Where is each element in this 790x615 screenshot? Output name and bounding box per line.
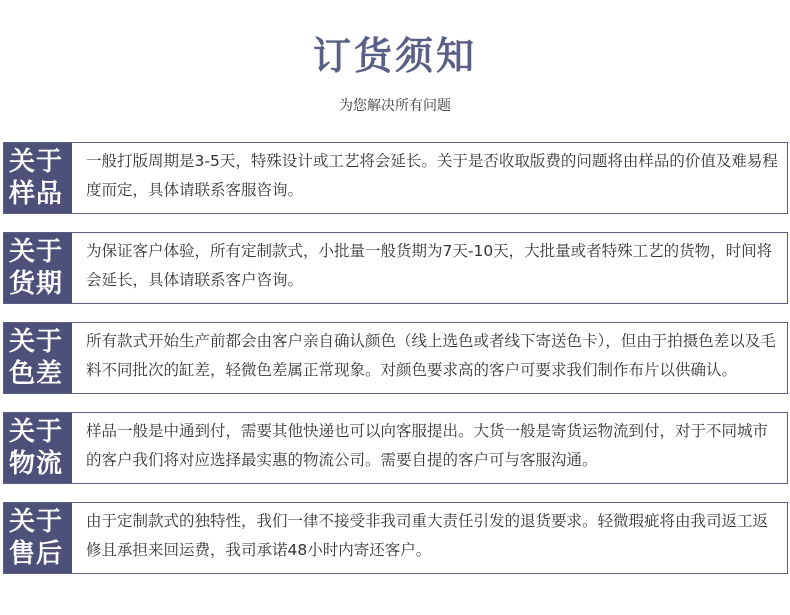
notice-color-difference [3, 322, 788, 394]
notice-label [4, 233, 72, 303]
notice-text: 由于定制款式的独特性，我们一律不接受非我司重大责任引发的退货要求。轻微瑕疵将由我司返工返修且承担来回运费，我司承诺48小时内寄还客户。 [86, 512, 769, 559]
notice-label [4, 323, 72, 393]
page-subtitle: 为您解决所有问题 [339, 98, 451, 114]
notice-samples [3, 142, 788, 214]
notice-label-line2: 色差 [9, 359, 64, 389]
notice-label [4, 503, 72, 573]
page-title: 订货须知 [312, 34, 477, 78]
notice-delivery [3, 232, 788, 304]
notice-label-line2: 售后 [9, 539, 64, 569]
notice-label-line1: 关于 [9, 327, 64, 357]
notice-text: 为保证客户体验，所有定制款式，小批量一般货期为7天-10天，大批量或者特殊工艺的货物，时间将会延长，具体请联系客户咨询。 [86, 242, 773, 289]
notice-label-line1: 关于 [9, 507, 64, 537]
notice-label-line1: 关于 [9, 147, 64, 177]
notice-label [4, 143, 72, 213]
notice-text: 一般打版周期是3-5天，特殊设计或工艺将会延长。关于是否收取版费的问题将由样品的价值及难易程度而定，具体请联系客服咨询。 [86, 152, 778, 199]
notice-label-line2: 物流 [9, 449, 64, 479]
notice-text: 所有款式开始生产前都会由客户亲自确认颜色（线上选色或者线下寄送色卡），但由于拍摄色差以及毛料不同批次的缸差，轻微色差属正常现象。对颜色要求高的客户可要求我们制作布片以供确认。 [86, 332, 776, 379]
notice-logistics [3, 412, 788, 484]
notice-label-line2: 货期 [9, 269, 64, 299]
notice-label-line1: 关于 [9, 237, 64, 267]
notice-label [4, 413, 72, 483]
notice-label-line2: 样品 [9, 179, 64, 209]
notice-list [3, 142, 788, 592]
notice-text: 样品一般是中通到付，需要其他快递也可以向客服提出。大货一般是寄货运物流到付，对于不同城市的客户我们将对应选择最实惠的物流公司。需要自提的客户可与客服沟通。 [86, 422, 769, 469]
notice-after-sales [3, 502, 788, 574]
notice-label-line1: 关于 [9, 417, 64, 447]
